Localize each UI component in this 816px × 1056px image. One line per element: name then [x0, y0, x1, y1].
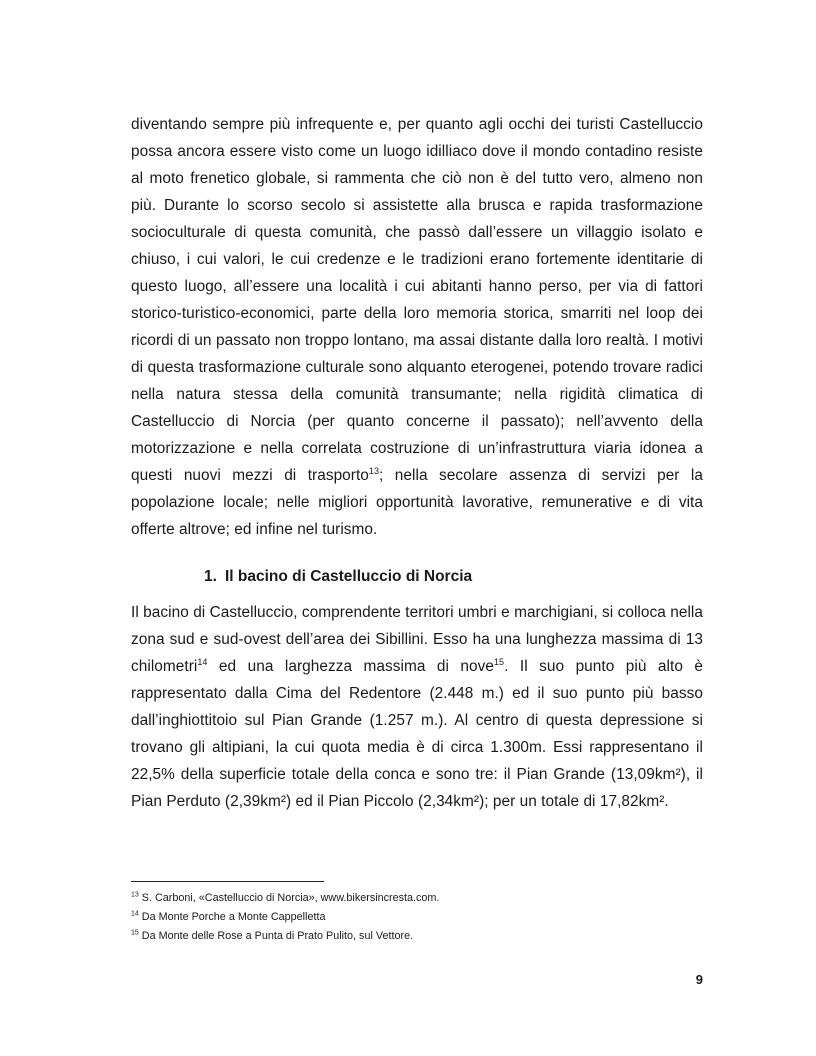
footnote-number: 14	[131, 910, 139, 918]
footnote-separator	[131, 881, 324, 882]
footnote-text: Da Monte delle Rose a Punta di Prato Pulito, sul Vettore.	[141, 930, 414, 942]
footnote-text: S. Carboni, «Castelluccio di Norcia», www.bikersincresta.com.	[141, 892, 440, 904]
section-heading	[204, 563, 472, 590]
paragraph-2-text-a: Il bacino di Castelluccio, comprendente territori umbri e marchigiani, si colloca nella zona sud e sud-ovest dell’area dei Sibillini. Esso ha una lunghezza massima di 13 chilometri	[131, 604, 703, 675]
body-paragraph-2	[131, 599, 703, 815]
footnote-14	[131, 908, 703, 927]
footnote-number: 15	[131, 929, 139, 937]
section-title: Il bacino di Castelluccio di Norcia	[224, 568, 473, 585]
footnote-13	[131, 889, 703, 908]
paragraph-2-text-b: ed una larghezza massima di nove	[207, 658, 494, 675]
page-number: 9	[695, 972, 703, 987]
body-paragraph-1	[131, 111, 703, 543]
paragraph-1-text-a: diventando sempre più infrequente e, per quanto agli occhi dei turisti Castelluccio possa ancora essere visto come un luogo idilliaco dove il mondo contadino resiste al moto frenetico globale, si rammenta che ciò non è del tutto vero, almeno non più. Durante lo scorso secolo si assistette alla brusca e rapida trasformazione socioculturale di questa comunità, che passò dall’essere un villaggio isolato e chiuso, i cui valori, le cui credenze e le tradizioni erano fortemente identitarie di questo luogo, all’essere una località i cui abitanti hanno perso, per via di fattori storico-turistico-economici, parte della loro memoria storica, smarriti nel loop dei ricordi di un passato non troppo lontano, ma assai distante dalla loro realtà. I motivi di questa trasformazione culturale sono alquanto eterogenei, potendo trovare radici nella natura stessa della comunità transumante; nella rigidità climatica di Castelluccio di Norcia (per quanto concerne il passato); nell’avvento della motorizzazione e nella correlata costruzione di un’infrastruttura viaria idonea a questi nuovi mezzi di trasporto	[131, 116, 703, 484]
footnotes	[131, 889, 703, 946]
footnote-ref-15[interactable]: 15	[494, 656, 505, 667]
footnote-text: Da Monte Porche a Monte Cappelletta	[141, 911, 326, 923]
section-number: 1.	[204, 568, 217, 585]
footnote-number: 13	[131, 891, 139, 899]
footnote-15	[131, 927, 703, 946]
paragraph-2-text-c: . Il suo punto più alto è rappresentato dalla Cima del Redentore (2.448 m.) ed il suo punto più basso dall’inghiottitoio sul Pian Grande (1.257 m.). Al centro di questa depressione si trovano gli altipiani, la cui quota media è di circa 1.300m. Essi rappresentano il 22,5% della superficie totale della conca e sono tre: il Pian Grande (13,09km²), il Pian Perduto (2,39km²) ed il Pian Piccolo (2,34km²); per un totale di 17,82km².	[131, 658, 703, 810]
footnote-ref-13[interactable]: 13	[368, 465, 380, 476]
paragraph-1-text-b: ; nella secolare assenza di servizi per la popolazione locale; nelle migliori opportunità lavorative, remunerative e di vita offerte altrove; ed infine nel turismo.	[131, 467, 704, 538]
footnote-ref-14[interactable]: 14	[197, 656, 208, 667]
